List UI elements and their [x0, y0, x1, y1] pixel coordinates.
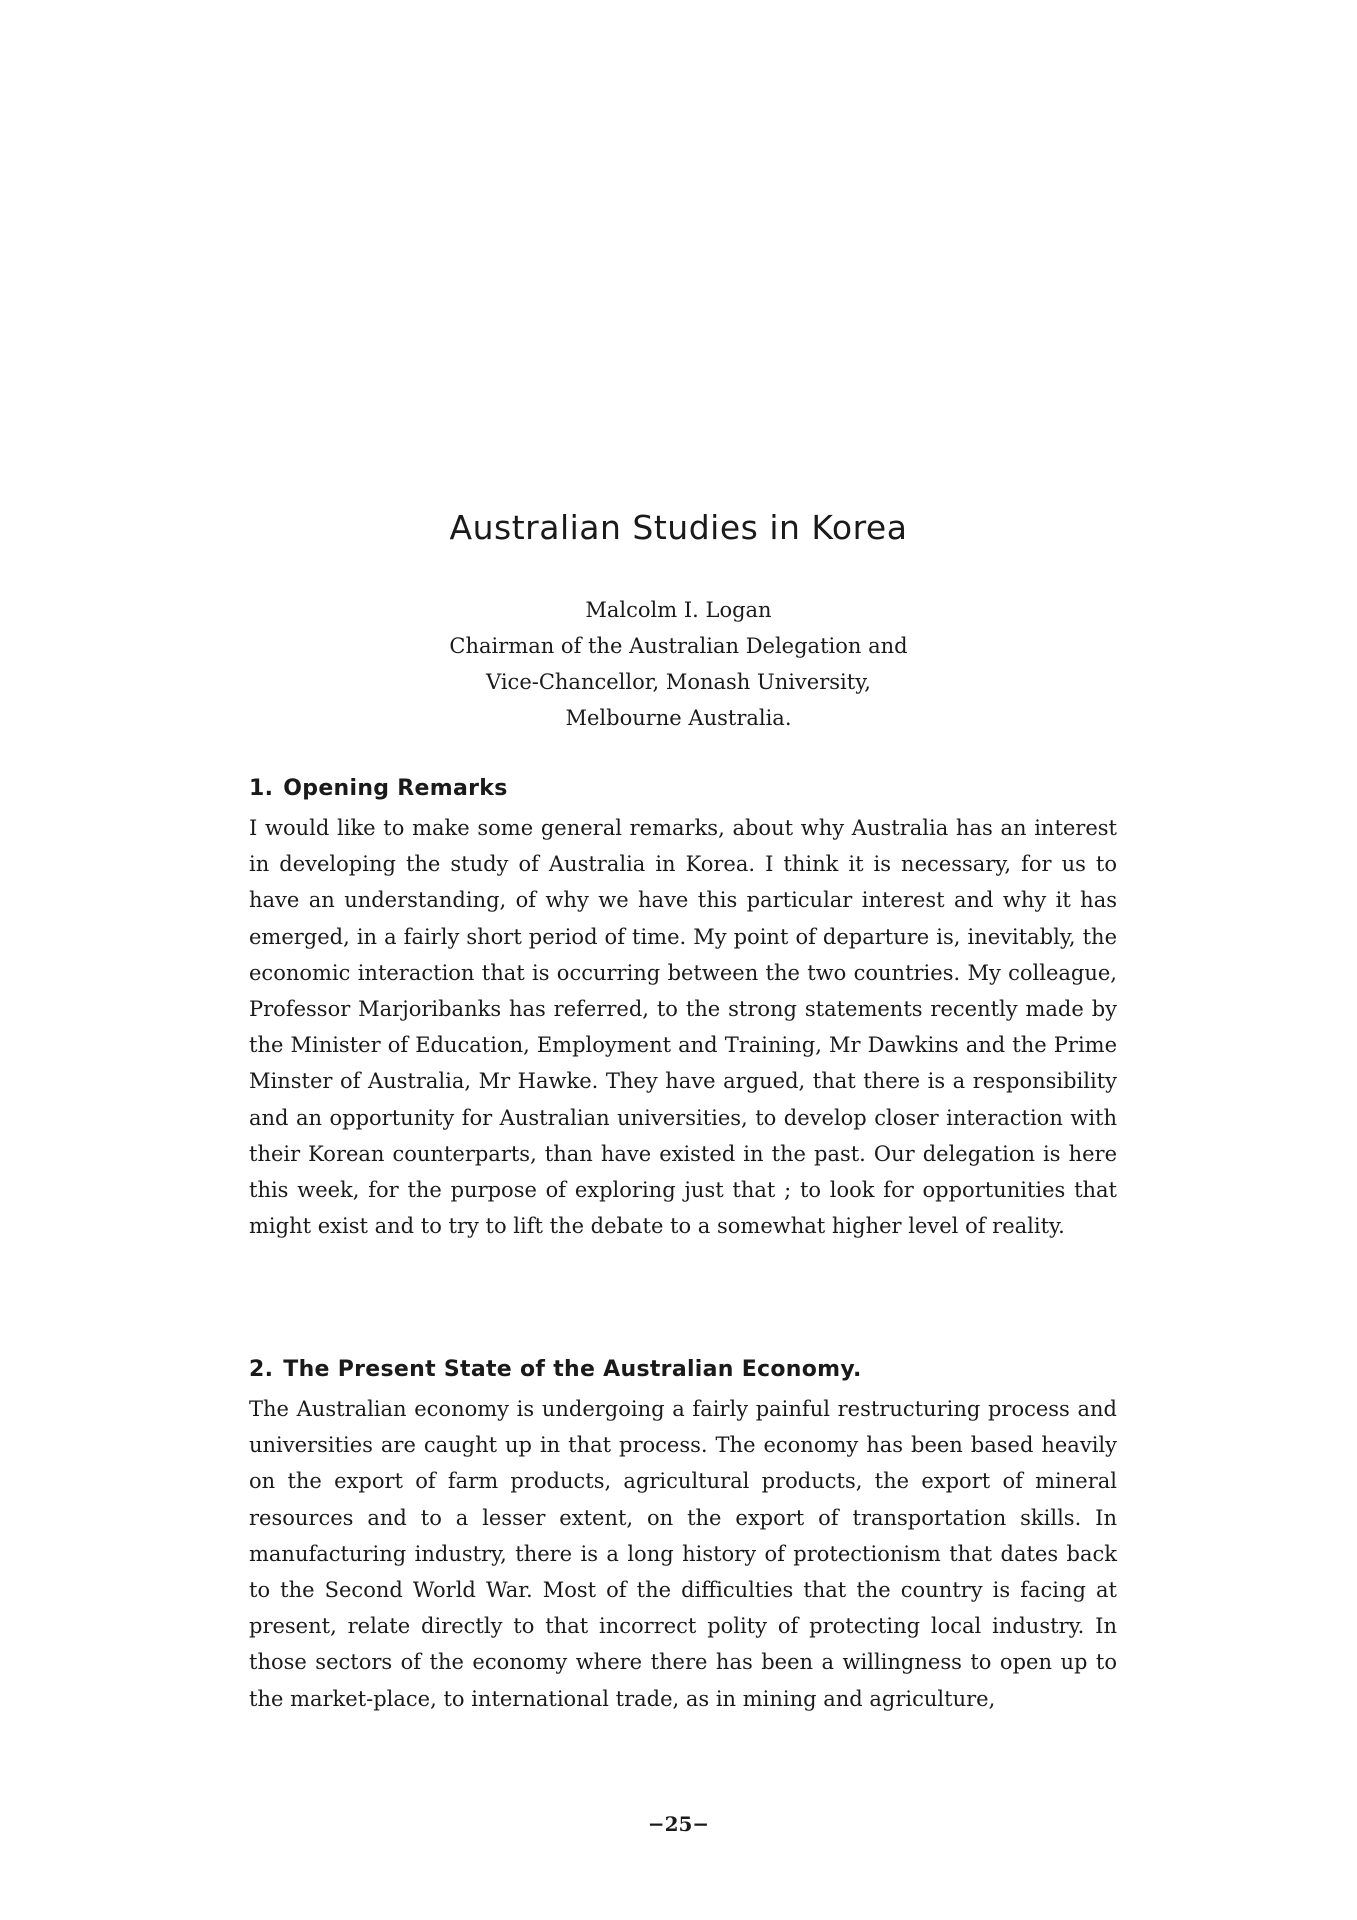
- section-opening-remarks: [249, 774, 1117, 1244]
- paper-title: Australian Studies in Korea: [449, 508, 908, 547]
- section-heading: [249, 1355, 1117, 1385]
- section-title: The Present State of the Australian Economy.: [283, 1357, 862, 1382]
- section-number: 1.: [249, 776, 274, 801]
- section-heading: [249, 774, 1117, 804]
- section-number: 2.: [249, 1357, 274, 1382]
- author-affiliation-line: Chairman of the Australian Delegation and: [449, 634, 908, 658]
- author-name: Malcolm I. Logan: [585, 598, 772, 622]
- author-affiliation-line: Melbourne Australia.: [565, 706, 792, 730]
- author-block: [0, 592, 1357, 736]
- section-title: Opening Remarks: [283, 776, 508, 801]
- page-number: −25−: [647, 1812, 710, 1836]
- author-affiliation-line: Vice-Chancellor, Monash University,: [486, 670, 871, 694]
- section-paragraph: The Australian economy is undergoing a fairly painful restructuring process and universities are caught up in that process. The economy has been based heavily on the export of farm products, agricultural products, the export of mineral resources and to a lesser extent, on the export of transportation skills. In manufacturing industry, there is a long history of protectionism that dates back to the Second World War. Most of the difficulties that the country is facing at present, relate directly to that incorrect polity of protecting local industry. In those sectors of the economy where there has been a willingness to open up to the market-place, to international trade, as in mining and agriculture,: [249, 1397, 1117, 1711]
- section-paragraph: I would like to make some general remarks, about why Australia has an interest in developing the study of Australia in Korea. I think it is necessary, for us to have an understanding, of why we have this particular interest and why it has emerged, in a fairly short period of time. My point of departure is, inevitably, the economic interaction that is occurring between the two countries. My colleague, Professor Marjoribanks has referred, to the strong statements recently made by the Minister of Education, Employment and Training, Mr Dawkins and the Prime Minster of Australia, Mr Hawke. They have argued, that there is a responsibility and an opportunity for Australian universities, to develop closer interaction with their Korean counterparts, than have existed in the past. Our delegation is here this week, for the purpose of exploring just that ; to look for opportunities that might exist and to try to lift the debate to a somewhat higher level of reality.: [249, 816, 1117, 1239]
- section-australian-economy: [249, 1355, 1117, 1717]
